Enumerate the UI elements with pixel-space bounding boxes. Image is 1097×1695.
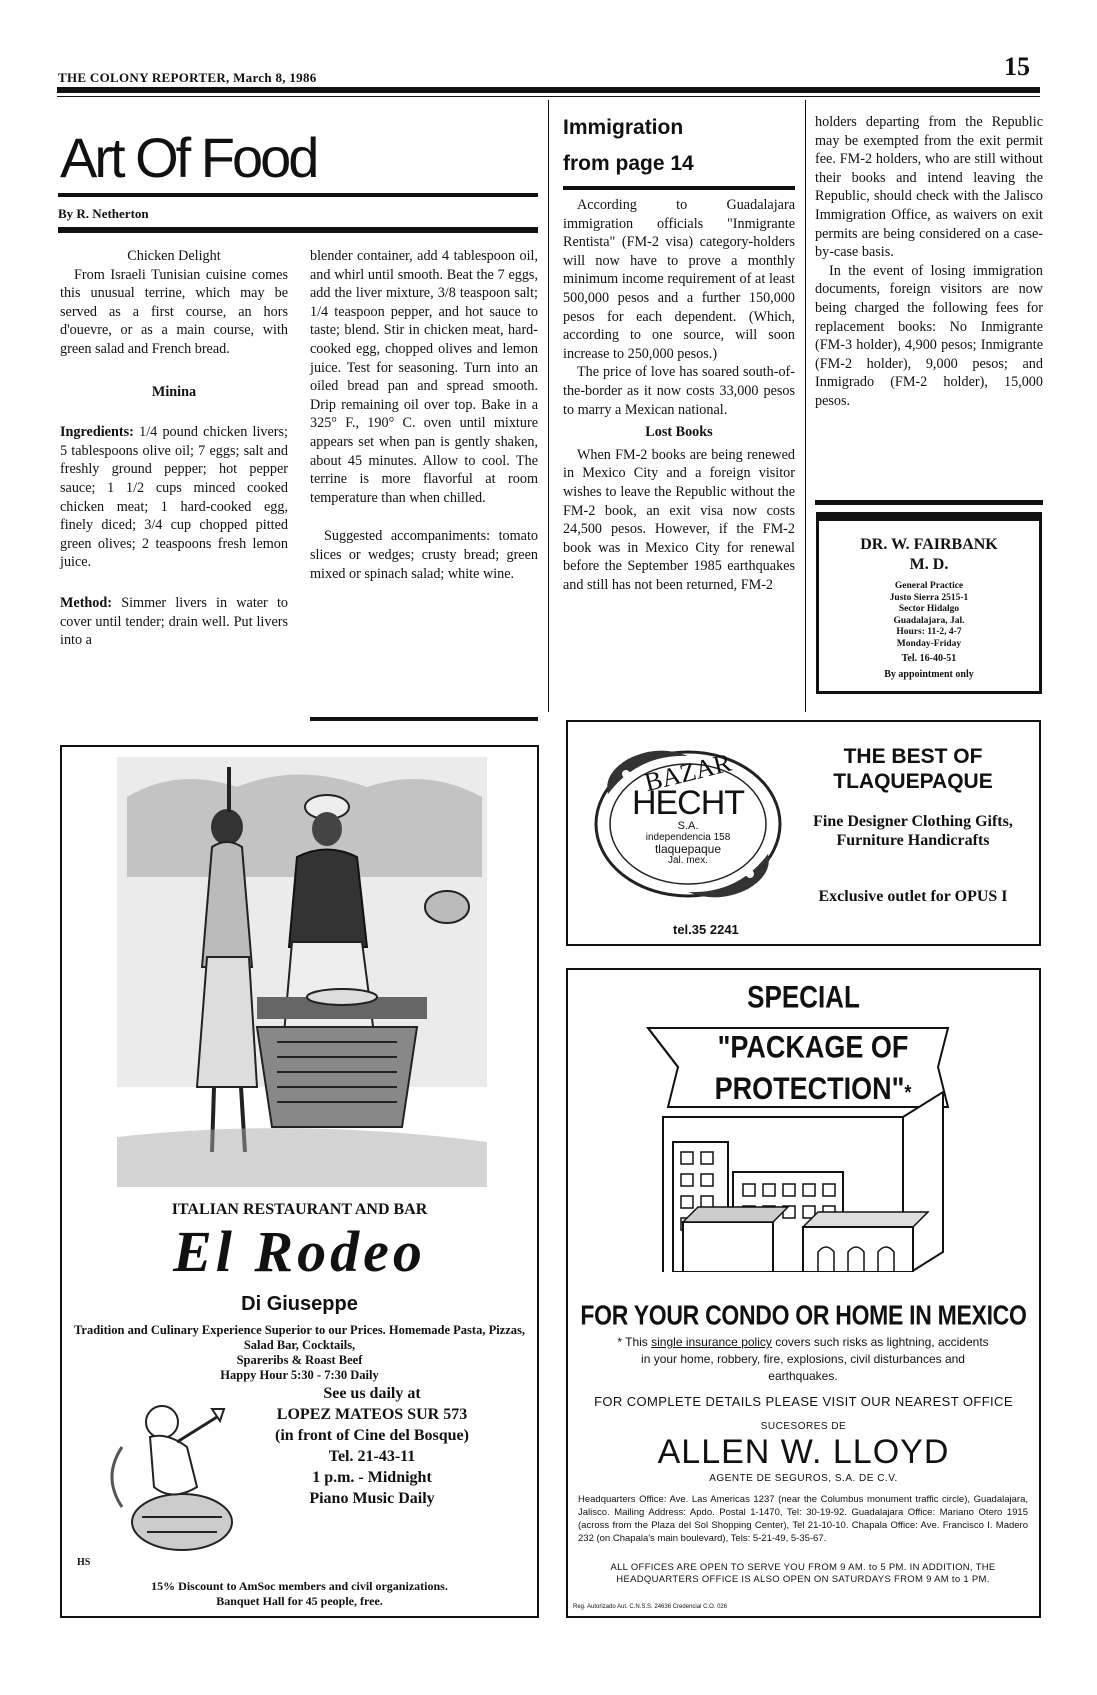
immigration-column-1 [563, 196, 795, 594]
days-line: Monday-Friday [896, 638, 962, 649]
artist-mark: HS [77, 1557, 91, 1568]
immigration-heading-line2: from page 14 [563, 152, 694, 175]
banner-line: "PACKAGE OF [717, 1029, 909, 1065]
immigration-heading-line1: Immigration [563, 116, 684, 139]
immigration-subhead: Lost Books [645, 424, 713, 441]
address-line: Sector Hidalgo [898, 604, 960, 614]
logo-text-address: independencia 158 [645, 832, 731, 843]
lloyd-insurance-ad [566, 968, 1041, 1618]
immigration-heading-rule [563, 186, 795, 190]
office-addresses: Headquarters Office: Ave. Las Americas 1237 (near the Columbus monument traffic circle), Guadalajara, Jalisco. Mailing Address: Apdo. Postal 1-1470, Tel: 30-19-92. Guadalajara Office: Mariano Otero 1915 (across from the Plaza del Sol Shopping Center), Tel 21-10-10. Chapala Office: Ave. Francisco I. Madero 232 (on Chapala's main boulevard), Tels: 5-21-49, 5-35-67. [578, 1494, 1028, 1544]
bazar-headline: THE BEST OF TLAQUEPAQUE [833, 745, 993, 793]
recipe-intro: From Israeli Tunisian cuisine comes this unusual terrine, which may be served as a first course, an hors d'ouevre, or as a main course, with green salad and French bread. [60, 266, 288, 357]
method-continued: blender container, add 4 tablespoon oil, and whirl until smooth. Beat the 7 eggs, add the liver mixture, 3/8 teaspoon salt; 1/4 teaspoon pepper, and hot sauce to taste; blend. Stir in chicken meat, hard-cooked egg, chopped olives and lemon juice. Test for seasoning. Turn into an oiled bread pan and spread smooth. Drip remaining oil over top. Bake in a 325° F., 190° C. oven until mixture appears set when pan is gently shaken, about 45 minutes. Allow to cool. The terrine is more flavorful at room temperature than when chilled. [310, 248, 538, 506]
agent-line: AGENTE DE SEGUROS, S.A. DE C.V. [709, 1473, 898, 1484]
logo-text-bazar: BAZAR [641, 747, 735, 798]
special-label: SPECIAL [747, 978, 860, 1015]
phone-line: Tel. 21-43-11 [328, 1448, 416, 1465]
masthead-rule [57, 87, 1040, 93]
byline: By R. Netherton [58, 206, 149, 221]
restaurant-illustration [117, 757, 487, 1187]
heading-rule [58, 193, 538, 197]
details-line: FOR COMPLETE DETAILS PLEASE VISIT OUR NEAREST OFFICE [594, 1394, 1013, 1409]
address-line: Guadalajara, Jal. [893, 615, 965, 626]
immigration-paragraph: holders departing from the Republic may be exempted from the exit permit fee. FM-2 holders, who are still without their books and intend leaving the Republic, should check with the Jalisco Immigration Office, as waivers on exit permits are being considered on a case-by-case basis. [815, 114, 1043, 261]
banquet-line: Banquet Hall for 45 people, free. [216, 1594, 383, 1608]
column-divider [548, 100, 549, 712]
el-rodeo-ad [60, 745, 539, 1618]
immigration-end-rule [815, 500, 1043, 505]
masthead-title: THE COLONY REPORTER, March 8, 1986 [58, 70, 317, 85]
column-divider [805, 100, 806, 712]
immigration-paragraph: According to Guadalajara immigration officials "Inmigrante Rentista" (FM-2 visa) category-holders will now have to prove a monthly minimum income requirement of at least 500,000 pesos and a further 150,000 pesos for each dependent. (Which, according to one source, will soon increase to 250,000 pesos.) [563, 197, 795, 362]
hours-line: Hours: 11-2, 4-7 [896, 627, 962, 637]
policy-note [613, 1334, 993, 1385]
immigration-paragraph: In the event of losing immigration documents, foreign visitors are now being charged the following fees for replacement books: No Inmigrante (FM-3 holder), 4,900 pesos; Inmigrante (FM-2 holder), 9,000 pesos; and Inmigrado (FM-2 holder), 15,000 pesos. [815, 262, 1043, 409]
restaurant-name: El Rodeo [173, 1219, 426, 1284]
method-text: Simmer livers in water to cover until tender; drain well. Put livers into a [60, 594, 289, 649]
note-text: This [625, 1335, 648, 1349]
ingredients-label: Ingredients: [60, 424, 134, 441]
company-name: ALLEN W. LLOYD [657, 1433, 950, 1471]
method-label: Method: [60, 594, 113, 611]
appointment-line: By appointment only [884, 668, 974, 680]
immigration-column-2 [815, 113, 1043, 411]
successors-line: SUCESORES DE [760, 1421, 847, 1432]
restaurant-description: Spareribs & Roast Beef [236, 1353, 363, 1367]
accompaniments: Suggested accompaniments: tomato slices or wedges; crusty bread; green mixed or spinach salad; white wine. [310, 528, 538, 582]
music-line: Piano Music Daily [309, 1490, 435, 1507]
restaurant-description: Tradition and Culinary Experience Superior to our Prices. Homemade Pasta, Pizzas, Salad Bar, Cocktails, [74, 1323, 526, 1352]
column-heading: Art Of Food [60, 126, 317, 189]
logo-text-sa: S.A. [677, 820, 699, 832]
food-column-1 [60, 247, 288, 650]
restaurant-subname: Di Giuseppe [241, 1293, 358, 1315]
banner-line: PROTECTION" [714, 1071, 905, 1106]
phone-line: Tel. 16-40-51 [901, 653, 957, 664]
hours-line: 1 p.m. - Midnight [312, 1469, 432, 1486]
doctor-name: DR. W. FAIRBANK [860, 536, 998, 553]
recipe-title: Chicken Delight [127, 248, 221, 264]
lloyd-headline: FOR YOUR CONDO OR HOME IN MEXICO [580, 1299, 1027, 1331]
page-number: 15 [1004, 52, 1030, 81]
address-line: LOPEZ MATEOS SUR 573 [276, 1406, 468, 1423]
recipe-subtitle: Minina [151, 383, 197, 400]
logo-text-town: tlaquepaque [654, 842, 722, 856]
office-hours: ALL OFFICES ARE OPEN TO SERVE YOU FROM 9 AM. to 5 PM. IN ADDITION, THE HEADQUARTERS OFFICE IS ALSO OPEN ON SATURDAYS FROM 9 AM to 1 PM. [610, 1562, 996, 1585]
food-end-rule [310, 717, 538, 721]
bazar-phone: tel.35 2241 [673, 922, 739, 937]
byline-rule [58, 227, 538, 233]
banner-asterisk: * [904, 1080, 912, 1104]
logo-text-state: Jal. mex. [667, 855, 708, 866]
note-asterisk: * [617, 1335, 622, 1349]
fine-print: Reg. Autorizado Aut. C.N.S.S. 24636 Credencial C.O. 026 [573, 1604, 728, 1610]
note-text: covers such risks as lightning, accidents in your home, robbery, fire, explosions, civil disturbances and earthquakes. [641, 1335, 989, 1383]
discount-line: 15% Discount to AmSoc members and civil organizations. [151, 1579, 448, 1593]
bazar-outlet: Exclusive outlet for OPUS I [818, 888, 1008, 905]
landmark-line: (in front of Cine del Bosque) [275, 1427, 469, 1444]
bazar-description: Fine Designer Clothing Gifts, Furniture Handicrafts [813, 813, 1013, 849]
practice-line: General Practice [894, 581, 964, 591]
immigration-paragraph: The price of love has soared south-of-the-border as it now costs 33,000 pesos to marry a Mexican national. [563, 364, 795, 418]
fairbank-ad [816, 512, 1042, 694]
logo-text-hecht: HECHT [631, 784, 745, 822]
note-link: single insurance policy [651, 1335, 772, 1349]
ingredients-text: 1/4 pound chicken livers; 5 tablespoons olive oil; 7 eggs; salt and freshly ground pepper; hot pepper sauce; 1 1/2 cups minced cooked chicken meat; 1 hard-cooked egg, finely diced; 3/4 cup chopped pitted green olives; 2 teaspoons fresh lemon juice. [60, 424, 288, 571]
masthead-rule-thin [57, 96, 1040, 97]
ad-top-bar [819, 515, 1039, 521]
restaurant-kicker: ITALIAN RESTAURANT AND BAR [171, 1201, 428, 1218]
address-line: Justo Sierra 2515-1 [889, 592, 969, 603]
bazar-hecht-ad [566, 720, 1041, 946]
happy-hour: Happy Hour 5:30 - 7:30 Daily [220, 1368, 379, 1382]
immigration-heading [563, 110, 694, 182]
location-line: See us daily at [323, 1385, 421, 1402]
food-column-2 [310, 247, 538, 583]
doctor-degree: M. D. [909, 556, 949, 573]
immigration-paragraph: When FM-2 books are being renewed in Mexico City and a foreign visitor wishes to leave the Republic without the FM-2 book, an exit visa now costs 24,500 pesos. However, if the FM-2 book was in Mexico City for renewal before the September 1985 earthquakes and still has not been returned, FM-2 [563, 446, 795, 593]
